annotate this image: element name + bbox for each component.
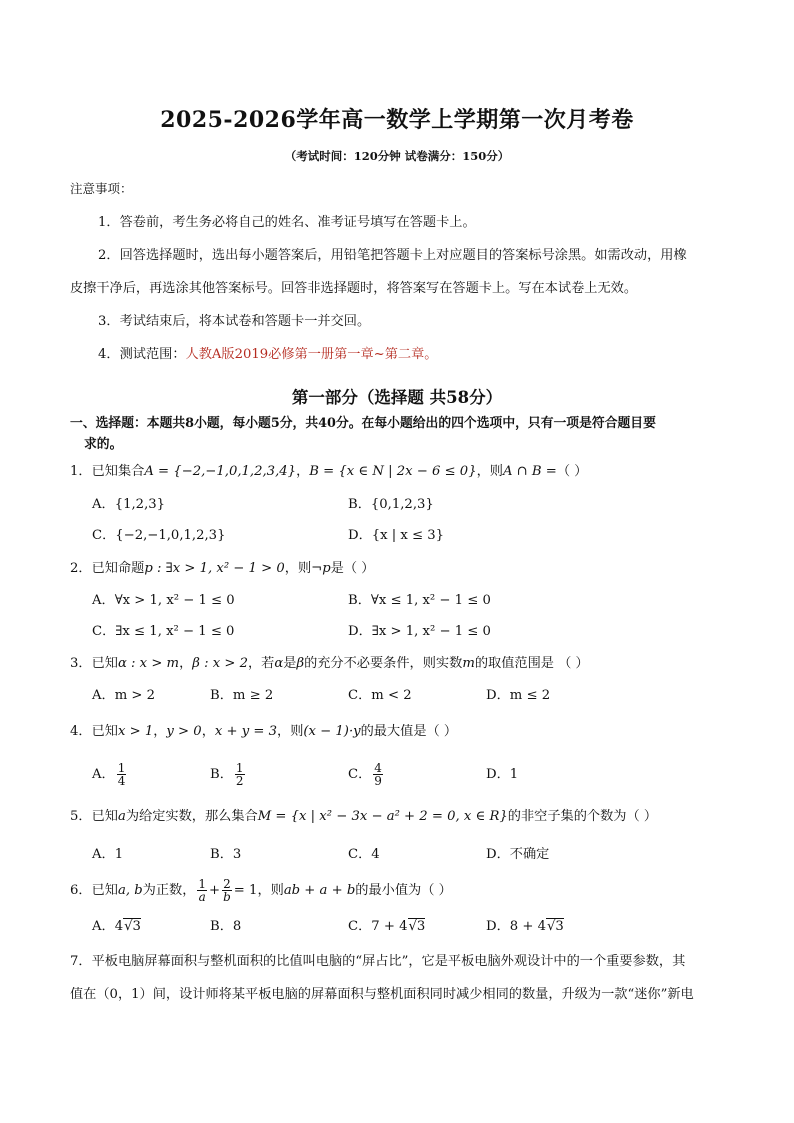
q3-blank: 的取值范围是 （ ） xyxy=(474,656,589,671)
q6-text: 6．已知 xyxy=(70,883,118,898)
q4-expr: (x − 1)·y xyxy=(303,724,361,739)
q4-option-b xyxy=(210,761,247,789)
q3-beta-sym: β xyxy=(296,656,305,671)
notice-item-4-label: 4．测试范围： xyxy=(98,347,186,362)
q1-option-a: A．{1,2,3} xyxy=(92,497,166,512)
q3-m: m xyxy=(462,656,475,671)
q6-ab: a, b xyxy=(117,883,143,898)
q4-option-d: D．1 xyxy=(486,767,519,782)
q6-expr: ab + a + b xyxy=(283,883,356,898)
q4-cond-1: x > 1 xyxy=(117,724,154,739)
notice-item-4 xyxy=(98,347,437,363)
question-7-line-2: 值在（0，1）间，设计师将某平板电脑的屏幕面积与整机面积同时减少相同的数量，升级为一款“迷你”新电 xyxy=(70,987,694,1002)
sqrt-icon: √3 xyxy=(546,919,564,934)
q3-option-c: C．m < 2 xyxy=(348,688,412,703)
q5-option-b: B．3 xyxy=(210,847,242,862)
q4-text: 4．已知 xyxy=(70,724,118,739)
q4-sep: ， xyxy=(153,724,167,739)
q5-a: a xyxy=(117,809,126,824)
q4-sep-2: ， xyxy=(201,724,215,739)
page-title: 2025-2026学年高一数学上学期第一次月考卷 xyxy=(160,107,634,133)
notice-heading: 注意事项： xyxy=(70,181,133,196)
part1-intro-cont: 求的。 xyxy=(84,437,123,452)
q6-option-d-text: D．8 + 4 xyxy=(486,919,546,934)
q3-option-a: A．m > 2 xyxy=(92,688,156,703)
q4-option-c xyxy=(348,761,385,789)
q2-option-d: D．∃x > 1, x² − 1 ≤ 0 xyxy=(348,624,491,639)
section-title: 第一部分（选择题 共58分） xyxy=(291,388,503,407)
q6-option-c-radicand: 3 xyxy=(416,919,426,934)
q6-equals: = 1 xyxy=(233,883,258,898)
q5-option-d: D．不确定 xyxy=(486,847,550,862)
q2-blank: 是（ ） xyxy=(330,561,375,576)
q2-option-b: B．∀x ≤ 1, x² − 1 ≤ 0 xyxy=(348,593,491,608)
q3-alpha-sym: α xyxy=(274,656,284,671)
fraction-denominator: 2 xyxy=(235,774,244,788)
q2-text: 2．已知命题 xyxy=(70,561,145,576)
q3-text-2: ，若 xyxy=(247,656,275,671)
q6-option-a-radicand: 3 xyxy=(132,919,141,934)
question-1-stem xyxy=(70,464,587,480)
q5-text-2: 为给定实数，那么集合 xyxy=(125,809,258,824)
q1-text-2: ，则 xyxy=(476,464,503,479)
q5-option-a: A．1 xyxy=(92,847,124,862)
q6-option-a-text: A．4 xyxy=(92,919,124,934)
fraction-numerator: 1 xyxy=(235,761,244,775)
q5-option-c: C．4 xyxy=(348,847,380,862)
question-3-stem xyxy=(70,656,589,672)
q1-set-b: B = {x ∈ N | 2x − 6 ≤ 0} xyxy=(309,464,477,479)
fraction-numerator: 2 xyxy=(223,877,231,891)
sqrt-icon: √3 xyxy=(124,919,141,934)
q3-text-3: 是 xyxy=(283,656,297,671)
q4-option-a-label: A． xyxy=(92,767,115,782)
q1-sep: ， xyxy=(296,464,310,479)
q4-cond-3: x + y = 3 xyxy=(214,724,278,739)
q4-text-2: ，则 xyxy=(277,724,304,739)
q3-sep: ， xyxy=(179,656,193,671)
question-4-stem xyxy=(70,724,457,740)
fraction-denominator: 9 xyxy=(374,774,382,788)
notice-item-1: 1．答卷前，考生务必将自己的姓名、准考证号填写在答题卡上。 xyxy=(98,215,476,230)
notice-item-3: 3．考试结束后，将本试卷和答题卡一并交回。 xyxy=(98,314,371,329)
q3-text: 3．已知 xyxy=(70,656,118,671)
question-7-line-1: 7．平板电脑屏幕面积与整机面积的比值叫电脑的“屏占比”，它是平板电脑外观设计中的一个重要参数，其 xyxy=(70,954,686,969)
q3-beta: β : x > 2 xyxy=(192,656,248,671)
sqrt-icon: √3 xyxy=(408,919,426,934)
q3-text-4: 的充分不必要条件，则实数 xyxy=(304,656,463,671)
q1-text: 1．已知集合 xyxy=(70,464,145,479)
q6-option-d-radicand: 3 xyxy=(555,919,564,934)
part1-intro: 一、选择题：本题共8小题，每小题5分，共40分。在每小题给出的四个选项中，只有一项是符合题目要 xyxy=(70,416,656,431)
test-scope: 人教A版2019必修第一册第一章~第二章。 xyxy=(185,347,438,362)
q4-option-a xyxy=(92,761,128,789)
question-2-stem xyxy=(70,561,374,577)
q1-blank: （ ） xyxy=(556,464,588,479)
q6-text-2: 为正数， xyxy=(142,883,196,898)
q2-proposition: p : ∃x > 1, x² − 1 > 0 xyxy=(144,561,285,576)
q1-set-a: A = {−2,−1,0,1,2,3,4} xyxy=(144,464,297,479)
q2-option-c: C．∃x ≤ 1, x² − 1 ≤ 0 xyxy=(92,624,235,639)
q4-option-b-fraction xyxy=(235,762,245,787)
q1-option-b: B．{0,1,2,3} xyxy=(348,497,434,512)
fraction-numerator: 1 xyxy=(198,877,207,891)
fraction-denominator: b xyxy=(223,890,231,904)
q2-sep: ，则 xyxy=(284,561,312,576)
q3-option-d: D．m ≤ 2 xyxy=(486,688,551,703)
q1-option-d: D．{x | x ≤ 3} xyxy=(348,528,445,543)
fraction-numerator: 1 xyxy=(117,761,126,775)
q6-text-3: ，则 xyxy=(257,883,284,898)
q2-negation: ¬p xyxy=(311,561,331,576)
q1-intersection: A ∩ B = xyxy=(502,464,557,479)
q5-set-m: M = {x | x² − 3x − a² + 2 = 0, x ∈ R} xyxy=(257,809,508,824)
q4-option-b-label: B． xyxy=(210,767,233,782)
q4-option-c-label: C． xyxy=(348,767,372,782)
q3-alpha: α : x > m xyxy=(117,656,180,671)
q6-fraction-2 xyxy=(222,878,232,903)
q4-option-a-fraction xyxy=(117,762,127,787)
q6-plus: + xyxy=(209,883,221,898)
q6-option-d xyxy=(486,919,564,935)
q4-blank: 的最大值是（ ） xyxy=(360,724,458,739)
q2-option-a: A．∀x > 1, x² − 1 ≤ 0 xyxy=(92,593,235,608)
q6-option-a xyxy=(92,919,141,935)
fraction-numerator: 4 xyxy=(374,761,382,775)
notice-item-2-cont: 皮擦干净后，再选涂其他答案标号。回答非选择题时，将答案写在答题卡上。写在本试卷上无效。 xyxy=(70,281,638,296)
q4-option-c-fraction xyxy=(373,762,383,787)
q4-cond-2: y > 0 xyxy=(166,724,202,739)
q5-blank: 的非空子集的个数为（ ） xyxy=(507,809,658,824)
exam-info: （考试时间：120分钟 试卷满分：150分） xyxy=(284,149,510,163)
fraction-denominator: a xyxy=(198,890,206,904)
question-5-stem xyxy=(70,809,657,825)
q6-option-c xyxy=(348,919,425,935)
fraction-denominator: 4 xyxy=(117,774,126,788)
q6-blank: 的最小值为（ ） xyxy=(355,883,452,898)
q6-option-c-text: C．7 + 4 xyxy=(348,919,408,934)
q6-option-b: B．8 xyxy=(210,919,242,934)
q5-text: 5．已知 xyxy=(70,809,118,824)
q1-option-c: C．{−2,−1,0,1,2,3} xyxy=(92,528,226,543)
question-6-stem xyxy=(70,876,452,906)
q6-fraction-1 xyxy=(197,878,207,903)
notice-item-2: 2．回答选择题时，选出每小题答案后，用铅笔把答题卡上对应题目的答案标号涂黑。如需改动，用橡 xyxy=(98,248,687,263)
q3-option-b: B．m ≥ 2 xyxy=(210,688,274,703)
